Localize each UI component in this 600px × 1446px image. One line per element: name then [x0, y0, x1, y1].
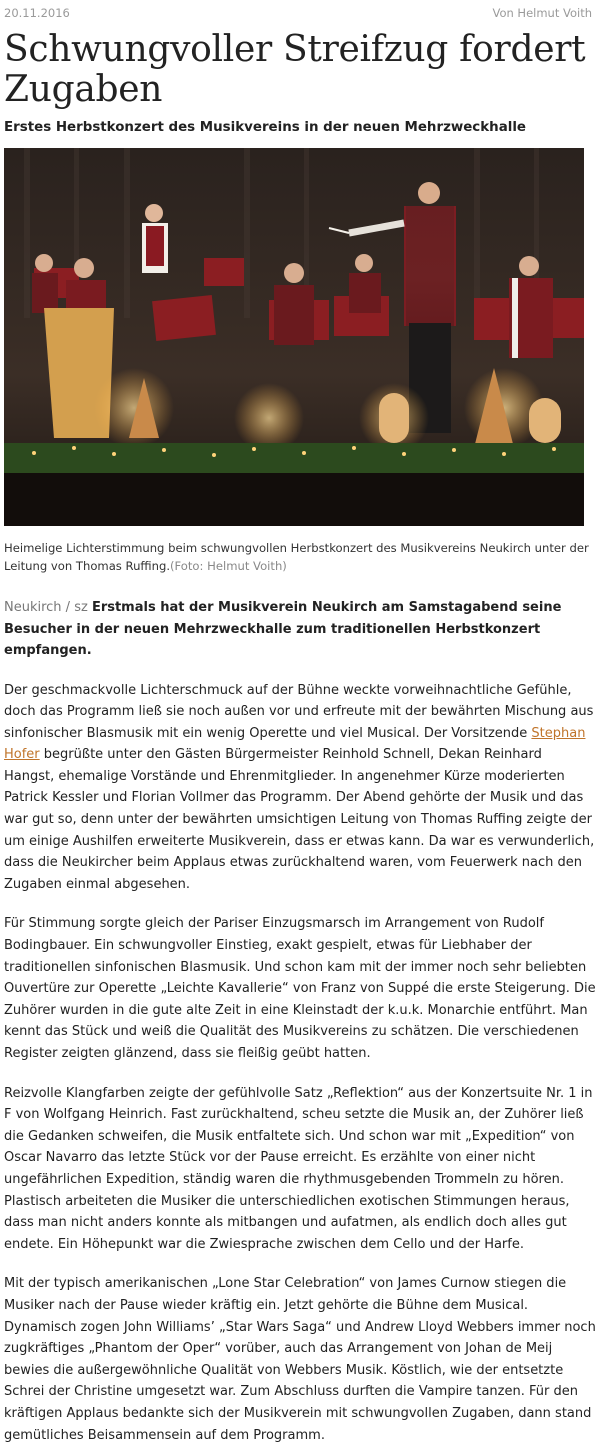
headline: Schwungvoller Streifzug fordert Zugaben [4, 29, 586, 110]
body-paragraph-3: Reizvolle Klangfarben zeigte der gefühlvolle Satz „Reflektion“ aus der Konzertsuite Nr. 1 in F von Wolfgang Heinrich. Fast zurückhaltend, scheu setzte die Musik an, der Zuhörer ließ die Gedanken schweifen, die Musik entfaltete sich. Und schon war mit „Expedition“ von Oscar Navarro das letzte Stück vor der Pause erreicht. Es erzählte von einer nicht ungefährlichen Expedition, ständig waren die rhythmusgebenden Trommeln zu hören. Plastisch arbeiteten die Musiker die unterschiedlichen exotischen Stimmungen heraus, dass man nicht anders konnte als mitbangen und aufatmen, als endlich doch alles gut endete. Ein Höhepunkt war die Zwiesprache zwischen dem Cello und der Harfe. [4, 1085, 593, 1252]
person-link-stephan-hofer[interactable]: Stephan Hofer [4, 725, 586, 763]
body-paragraph-4: Mit der typisch amerikanischen „Lone Star Celebration“ von James Curnow stiegen die Musiker nach der Pause wieder kräftig ein. Jetzt gehörte die Bühne dem Musical. Dynamisch zogen John Williams’ „Star Wars Saga“ und Andrew Lloyd Webbers immer noch zugkräftiges „Phantom der Oper“ vorüber, auch das Arrangement von Johan de Meij bewies die außergewöhnliche Qualität von Webbers Musik. Köstlich, wie der entsetzte Schrei der Christine umgesetzt war. Zum Abschluss durften die Vampire tanzen. Für den kräftigen Applaus bedankte sich der Musikverein mit schwungvollen Zugaben, dann stand gemütliches Beisammensein auf dem Programm. [4, 1276, 596, 1443]
p1-text-b: begrüßte unter den Gästen Bürgermeister Reinhold Schnell, Dekan Reinhard Hangst, ehemalige Vorstände und Ehrenmitglieder. In angenehmer Kürze moderierten Patrick Kessler und Florian Vollmer das Programm. Der Abend gehörte der Musik und das war gut so, denn unter der bewährten umsichtigen Leitung von Thomas Ruffing zeigte der um einige Aushilfen erweiterte Musikverein, dass er etwas kann. Da war es verwunderlich, dass die Neukircher beim Applaus etwas zurückhaltend waren, vom Feuerwerk nach den Zugaben einmal abgesehen. [4, 747, 595, 892]
lead-text: Erstmals hat der Musikverein Neukirch am Samstagabend seine Besucher in der neuen Mehrzweckhalle zum traditionellen Herbstkonzert empfangen. [4, 600, 562, 658]
body-paragraph-1 [4, 680, 596, 896]
concert-photo-illustration [4, 148, 584, 526]
body-paragraph-2: Für Stimmung sorgte gleich der Pariser Einzugsmarsch im Arrangement von Rudolf Bodingbauer. Ein schwungvoller Einstieg, exakt gespielt, etwas für Liebhaber der traditionellen sinfonischen Blasmusik. Und schon kam mit der immer noch sehr beliebten Ouvertüre zur Operette „Leichte Kavallerie“ von Franz von Suppé die erste Steigerung. Die Zuhörer wurden in die gute alte Zeit in eine Kleinstadt der k.u.k. Monarchie entführt. Man kennt das Stück und weiß die Qualität des Musikvereins zu schätzen. Die verschiedenen Register zeigten glänzend, dass sie fleißig geübt hatten. [4, 916, 596, 1061]
dateline: Neukirch / sz [4, 600, 88, 615]
photo-credit: (Foto: Helmut Voith) [170, 559, 287, 573]
subtitle: Erstes Herbstkonzert des Musikvereins in der neuen Mehrzweckhalle [4, 120, 526, 135]
p1-text-a: Der geschmackvolle Lichterschmuck auf der Bühne weckte vorweihnachtliche Gefühle, doch das Programm ließ sie noch außen vor und erfreute mit der bewährten Mischung aus sinfonischer Blasmusik mit ein wenig Operette und viel Musical. Der Vorsitzende [4, 682, 594, 741]
concert-photo[interactable] [4, 148, 584, 526]
caption-text: Heimelige Lichterstimmung beim schwungvollen Herbstkonzert des Musikvereins Neukirch unter der Leitung von Thomas Ruffing. [4, 541, 589, 573]
article-meta [4, 0, 596, 24]
publish-date: 20.11.2016 [4, 6, 70, 20]
photo-caption [4, 539, 596, 575]
lead-paragraph [4, 597, 596, 662]
author-byline: Von Helmut Voith [492, 6, 592, 20]
